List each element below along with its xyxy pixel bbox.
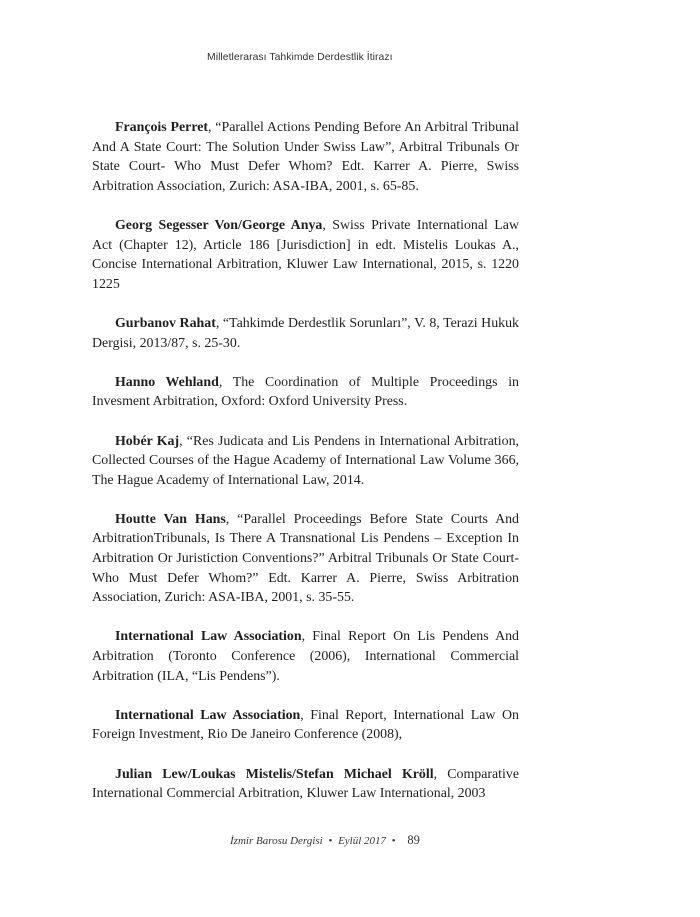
bibliography-list (92, 118, 519, 823)
reference-author: International Law Association (115, 629, 302, 645)
page-footer (230, 833, 420, 848)
reference-details: , “Parallel Actions Pending Before An Arbitral Tribunal And A State Court: The Solution Under Swiss Law”, Arbitral Tribunals Or State Court- Who Must Defer Whom? Edt. Karrer A. Pierre, Swiss Arbitration Association, Zurich: ASA-IBA, 2001, s. 65-85. (92, 120, 519, 194)
reference-entry (92, 432, 519, 491)
reference-entry (92, 314, 519, 353)
reference-entry (92, 706, 519, 745)
reference-author: François Perret (115, 120, 209, 135)
reference-author: Gurbanov Rahat (115, 315, 216, 331)
reference-author: Julian Lew/Loukas Mistelis/Stefan Michael Kröll (115, 766, 434, 782)
separator-bullet: • (391, 835, 396, 847)
journal-issue: Eylül 2017 (338, 835, 387, 847)
reference-entry (92, 373, 519, 412)
reference-entry (92, 216, 519, 294)
reference-details: , Comparative International Commercial Arbitration, Kluwer Law International, 2003 (92, 766, 519, 802)
reference-entry (92, 510, 519, 608)
reference-details: , “Res Judicata and Lis Pendens in International Arbitration, Collected Courses of the Hague Academy of International Law Volume 366, The Hague Academy of International Law, 2014. (92, 433, 519, 488)
reference-details: , The Coordination of Multiple Proceedings in Invesment Arbitration, Oxford: Oxford University Press. (92, 374, 519, 410)
reference-entry (92, 765, 519, 804)
reference-author: Hanno Wehland (115, 374, 219, 390)
reference-details: , “Parallel Proceedings Before State Courts And ArbitrationTribunals, Is There A Transnational Lis Pendens – Exception In Arbitration Or Juristiction Conventions?” Arbitral Tribunals Or State Court- Who Must Defer Whom?” Edt. Karrer A. Pierre, Swiss Arbitration Association, Zurich: ASA-IBA, 2001, s. 35-55. (92, 511, 519, 606)
reference-details: , Swiss Private International Law Act (Chapter 12), Article 186 [Jurisdiction] in edt. Mistelis Loukas A., Concise International Arbitration, Kluwer Law International, 2015, s. 1220 1225 (92, 217, 519, 292)
reference-author: Hobér Kaj (115, 433, 180, 449)
journal-name: İzmir Barosu Dergisi (230, 835, 323, 847)
reference-entry (92, 118, 519, 196)
separator-bullet: • (328, 835, 333, 847)
reference-author: International Law Association (115, 707, 301, 723)
reference-author: Houtte Van Hans (115, 511, 226, 527)
page-number: 89 (407, 833, 420, 847)
reference-entry (92, 627, 519, 686)
reference-details: , Final Report, International Law On Foreign Investment, Rio De Janeiro Conference (2008), (92, 707, 520, 743)
reference-author: Georg Segesser Von/George Anya (115, 217, 323, 233)
reference-details: , “Tahkimde Derdestlik Sorunları”, V. 8, Terazi Hukuk Dergisi, 2013/87, s. 25-30. (92, 315, 519, 351)
reference-details: , Final Report On Lis Pendens And Arbitration (Toronto Conference (2006), International Commercial Arbitration (ILA, “Lis Pendens”). (92, 629, 519, 684)
running-header: Milletlerarası Tahkimde Derdestlik İtirazı (207, 52, 393, 63)
